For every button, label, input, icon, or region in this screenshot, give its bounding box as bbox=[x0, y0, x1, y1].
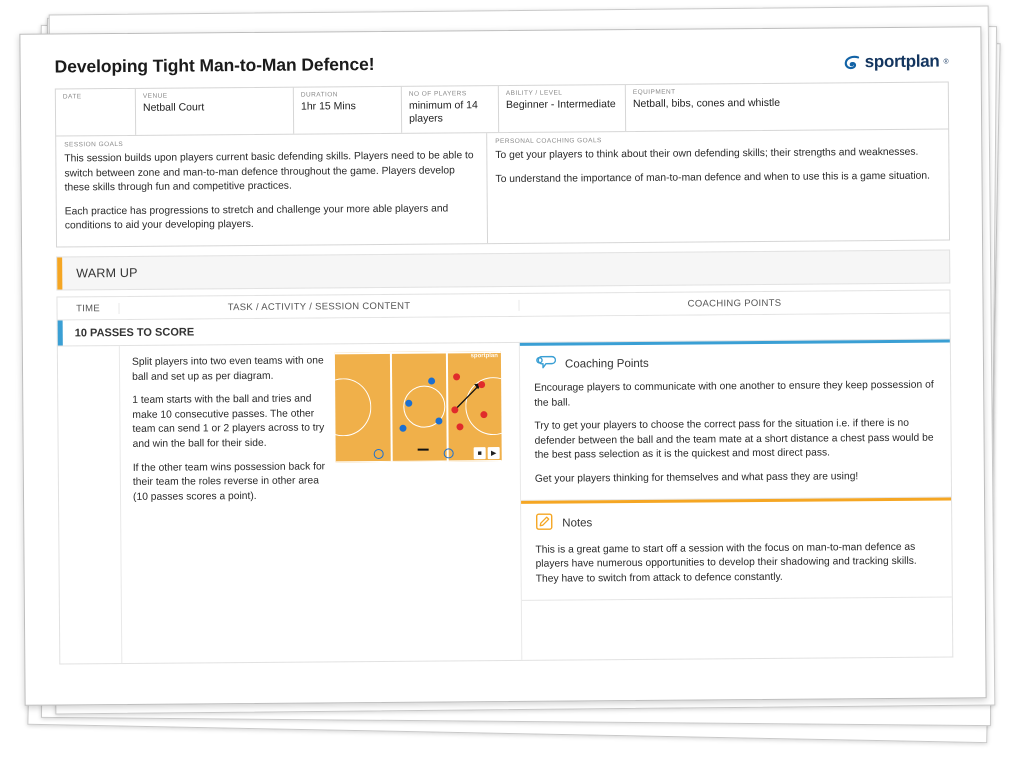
notes-panel bbox=[521, 497, 952, 600]
column-header-task: TASK / ACTIVITY / SESSION CONTENT bbox=[119, 299, 519, 313]
info-cell-players bbox=[402, 86, 499, 133]
pass-arrow-icon bbox=[335, 351, 502, 462]
court-diagram[interactable] bbox=[335, 351, 502, 462]
activity-paragraph-2: 1 team starts with the ball and tries and make 10 consecutive passes. The other team can send 1 or 2 players across to try and win the ball for their side. bbox=[132, 393, 325, 451]
column-header-time: TIME bbox=[57, 303, 119, 314]
info-label-venue: VENUE bbox=[142, 92, 168, 100]
sportplan-mark-icon bbox=[844, 54, 861, 71]
session-goals-paragraph-1: This session builds upon players current basic defending skills. Players need to be able to switch between zone and man-to-man defence throughout the game. Players develop these skills through fun and competitive practices. bbox=[64, 150, 474, 194]
info-value-venue: Netball Court bbox=[142, 101, 205, 114]
coaching-points-title: Coaching Points bbox=[564, 357, 649, 371]
info-value-ability: Beginner - Intermediate bbox=[505, 98, 616, 111]
info-cell-date bbox=[56, 89, 136, 136]
session-plan-page bbox=[19, 26, 986, 706]
info-label-ability: ABILITY / LEVEL bbox=[505, 89, 563, 97]
coaching-points-body bbox=[520, 375, 951, 500]
notes-title: Notes bbox=[562, 517, 593, 530]
diagram-stop-button[interactable]: ■ bbox=[474, 447, 486, 459]
info-label-equipment: EQUIPMENT bbox=[632, 88, 676, 96]
coaching-points-panel bbox=[520, 340, 951, 501]
section-band-warm-up bbox=[56, 250, 950, 291]
page-title: Developing Tight Man-to-Man Defence! bbox=[54, 54, 375, 77]
diagram-container bbox=[335, 351, 512, 653]
info-label-players: NO OF PLAYERS bbox=[408, 90, 467, 98]
notes-header bbox=[521, 500, 951, 539]
diagram-watermark: sportplan bbox=[470, 353, 498, 360]
sportplan-wordmark: sportplan bbox=[864, 51, 940, 72]
notes-paragraph-1: This is a great game to start off a session with the focus on man-to-man defence as players have numerous opportunities to develop their shadowing and tracking skills. They have to switch from attack to defence constantly. bbox=[535, 541, 917, 585]
info-cell-duration bbox=[294, 87, 402, 134]
info-cell-venue bbox=[136, 88, 294, 135]
player-marker bbox=[480, 411, 487, 418]
session-goals-paragraph-2: Each practice has progressions to stretch and challenge your more able players and conditions to aid your developing players. bbox=[64, 203, 449, 232]
activity-paragraph-1: Split players into two even teams with one ball and set up as per diagram. bbox=[131, 355, 324, 383]
coaching-column bbox=[520, 340, 952, 660]
info-cell-equipment bbox=[626, 82, 948, 131]
activity-title: 10 PASSES TO SCORE bbox=[74, 325, 195, 339]
player-marker bbox=[478, 381, 485, 388]
info-label-duration: DURATION bbox=[300, 91, 338, 99]
player-marker bbox=[428, 378, 435, 385]
personal-goals-label: PERSONAL COACHING GOALS bbox=[495, 137, 602, 146]
coaching-point-2: Try to get your players to choose the correct pass for the situation i.e. if there is no defender between the ball and the team mate at a short distance a chest pass would be the best pass selection as it is the quickest and most direct pass. bbox=[534, 418, 934, 462]
diagram-playback-controls[interactable] bbox=[474, 447, 500, 459]
player-marker bbox=[453, 373, 460, 380]
notes-icon bbox=[535, 512, 553, 535]
info-cell-ability bbox=[499, 85, 626, 132]
activity-description bbox=[120, 352, 337, 655]
activity-time-cell bbox=[58, 346, 122, 663]
activity-paragraph-3: If the other team wins possession back for their team the roles reverse in other area (10 passes scores a point). bbox=[132, 461, 326, 503]
sportplan-logo bbox=[844, 49, 949, 72]
coaching-points-header bbox=[520, 343, 950, 378]
coaching-point-1: Encourage players to communicate with one another to ensure they keep possession of the ball. bbox=[534, 379, 934, 409]
personal-goals-paragraph-2: To understand the importance of man-to-man defence and when to use this is a game situation. bbox=[495, 170, 931, 185]
coaching-point-3: Get your players thinking for themselves and what pass they are using! bbox=[534, 471, 859, 485]
registered-mark: ® bbox=[943, 57, 949, 66]
column-header-coaching: COACHING POINTS bbox=[687, 297, 782, 310]
info-value-date bbox=[63, 102, 128, 103]
info-label-date: DATE bbox=[62, 93, 82, 101]
diagram-play-button[interactable]: ▶ bbox=[488, 447, 500, 459]
whistle-icon bbox=[534, 355, 556, 374]
goal-marker bbox=[374, 449, 384, 459]
player-marker bbox=[435, 418, 442, 425]
notes-body bbox=[521, 536, 951, 599]
activity-task-cell bbox=[120, 343, 522, 663]
player-marker bbox=[405, 400, 412, 407]
personal-goals-block bbox=[487, 129, 949, 243]
session-info-table bbox=[55, 81, 949, 136]
goal-marker bbox=[444, 448, 454, 458]
activity-row bbox=[57, 340, 953, 665]
info-value-duration: 1hr 15 Mins bbox=[300, 100, 356, 113]
section-band-title: WARM UP bbox=[76, 265, 138, 281]
info-value-players: minimum of 14 players bbox=[408, 99, 478, 125]
session-goals-block bbox=[56, 133, 488, 246]
info-value-equipment: Netball, bibs, cones and whistle bbox=[632, 96, 781, 110]
goals-section bbox=[55, 129, 950, 247]
personal-goals-paragraph-1: To get your players to think about their own defending skills; their strengths and weaknesses. bbox=[495, 146, 919, 162]
session-goals-label: SESSION GOALS bbox=[64, 140, 124, 149]
player-marker bbox=[456, 423, 463, 430]
